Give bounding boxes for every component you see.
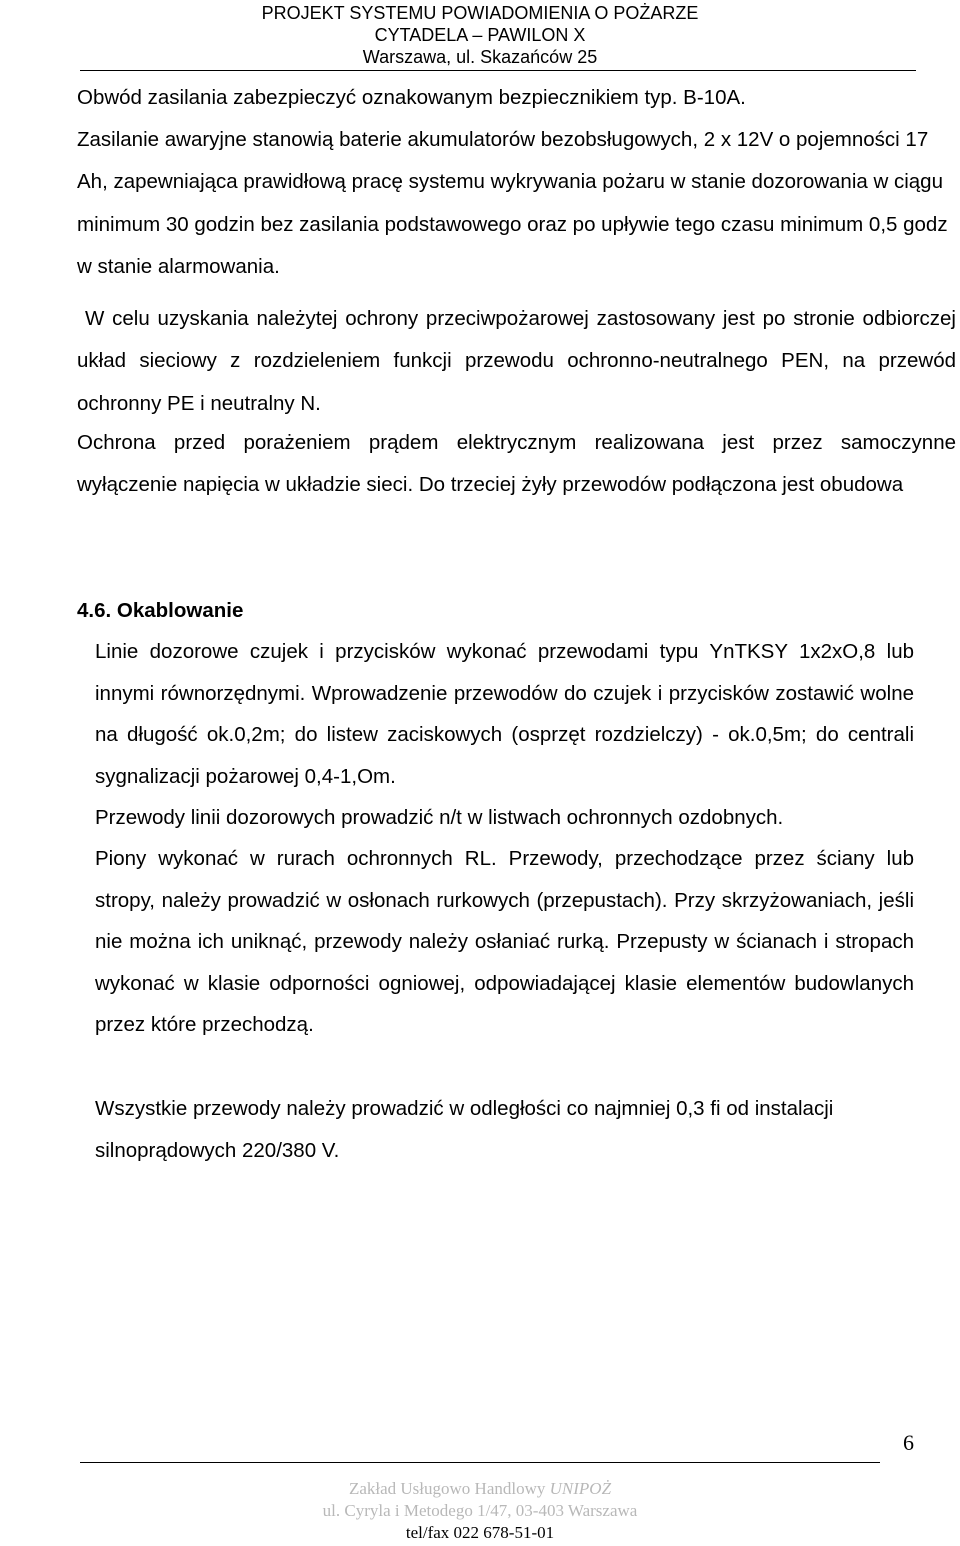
intro-paragraph-2: Zasilanie awaryjne stanowią baterie akumulatorów bezobsługowych, 2 x 12V o pojemności 17 Ah, zapewniająca prawidłową pracę systemu wykrywania pożaru w stanie dozorowania w ciągu minimum 30 godzin bez zasilania podstawowego oraz po upływie tego czasu minimum 0,5 godz w stanie alarmowania. — [77, 128, 948, 279]
footer-address: ul. Cyryla i Metodego 1/47, 03-403 Warszawa — [322, 1501, 638, 1520]
document-footer — [0, 1478, 960, 1544]
document-header — [0, 0, 960, 68]
footer-company-prefix: Zakład Usługowo Handlowy — [348, 1479, 546, 1498]
header-divider — [80, 70, 916, 71]
project-address: Warszawa, ul. Skazańców 25 — [362, 47, 598, 67]
footer-company — [0, 1478, 960, 1500]
project-site: CYTADELA – PAWILON X — [374, 25, 586, 45]
section-paragraph-3: Piony wykonać w rurach ochronnych RL. Przewody, przechodzące przez ściany lub stropy, należy prowadzić w osłonach rurkowych (przepustach). Przy skrzyżowaniach, jeśli nie można ich uniknąć, przewody należy osłaniać rurką. Przepusty w ścianach i stropach wykonać w klasie odporności ogniowej, odpowiadającej klasie elementów budowlanych przez które przechodzą. — [95, 847, 914, 1036]
project-title: PROJEKT SYSTEMU POWIADOMIENIA O POŻARZE — [261, 3, 699, 23]
section-paragraph-2: Przewody linii dozorowych prowadzić n/t w listwach ochronnych ozdobnych. — [95, 806, 784, 829]
footer-divider — [80, 1462, 880, 1463]
section-paragraph-4: Wszystkie przewody należy prowadzić w odległości co najmniej 0,3 fi od instalacji silnoprądowych 220/380 V. — [95, 1097, 834, 1162]
footer-phone: tel/fax 022 678-51-01 — [405, 1523, 555, 1542]
intro-paragraph-3: W celu uzyskania należytej ochrony przeciwpożarowej zastosowany jest po stronie odbiorczej układ sieciowy z rozdzieleniem funkcji przewodu ochronno-neutralnego PEN, na przewód ochronny PE i neutralny N. — [77, 307, 956, 415]
section-paragraph-1: Linie dozorowe czujek i przycisków wykonać przewodami typu YnTKSY 1x2xO,8 lub innymi równorzędnymi. Wprowadzenie przewodów do czujek i przycisków zostawić wolne na długość ok.0,2m; do listew zaciskowych (osprzęt rozdzielczy) - ok.0,5m; do centrali sygnalizacji pożarowej 0,4-1,Om. — [95, 640, 914, 788]
intro-paragraph-1: Obwód zasilania zabezpieczyć oznakowanym bezpiecznikiem typ. B-10A. — [77, 86, 746, 109]
footer-company-brand: UNIPOŻ — [549, 1479, 612, 1498]
page-number: 6 — [903, 1430, 914, 1455]
section-heading: 4.6. Okablowanie — [77, 599, 244, 622]
intro-paragraph-4: Ochrona przed porażeniem prądem elektrycznym realizowana jest przez samoczynne wyłączenie napięcia w układzie sieci. Do trzeciej żyły przewodów podłączona jest obudowa — [77, 431, 956, 497]
